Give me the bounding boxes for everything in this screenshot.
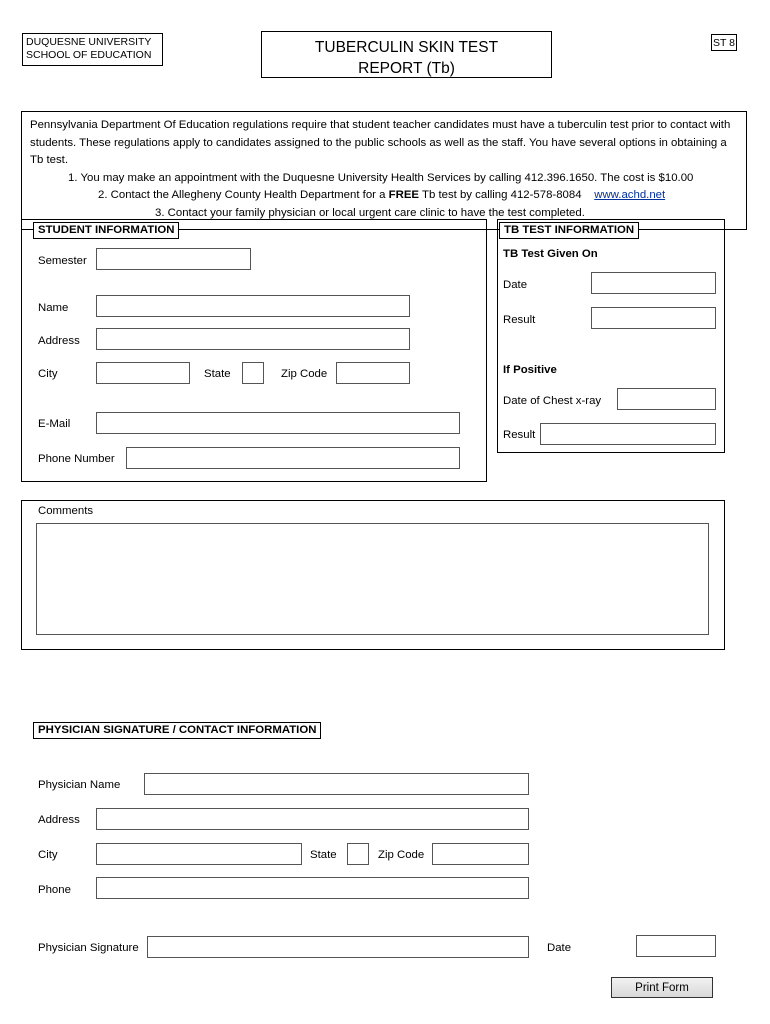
instructions-block xyxy=(21,111,747,230)
physician-state-label: State xyxy=(310,849,337,861)
physician-phone-label: Phone xyxy=(38,884,71,896)
address-input[interactable] xyxy=(96,328,410,350)
option-2-post: Tb test by calling 412-578-8084 xyxy=(419,189,582,201)
name-label: Name xyxy=(38,302,69,314)
physician-name-label: Physician Name xyxy=(38,779,121,791)
xray-date-input[interactable] xyxy=(617,388,716,410)
physician-zip-label: Zip Code xyxy=(378,849,425,861)
instructions-options xyxy=(30,170,738,223)
state-input[interactable] xyxy=(242,362,264,384)
city-input[interactable] xyxy=(96,362,190,384)
state-label: State xyxy=(204,368,231,380)
instructions-paragraph: Pennsylvania Department Of Education regulations require that student teacher candidates must have a tuberculin test prior to contact with students. These regulations apply to candidates assigned to the public schools as well as the staff. You have several options in obtaining a Tb test. xyxy=(30,119,731,166)
email-input[interactable] xyxy=(96,412,460,434)
xray-date-label: Date of Chest x-ray xyxy=(503,395,602,407)
option-2-pre: 2. Contact the Allegheny County Health Department for a xyxy=(98,189,389,201)
instructions-option-3: 3. Contact your family physician or local urgent care clinic to have the test completed. xyxy=(155,206,585,219)
name-input[interactable] xyxy=(96,295,410,317)
semester-input[interactable] xyxy=(96,248,251,270)
physician-phone-input[interactable] xyxy=(96,877,529,899)
physician-address-input[interactable] xyxy=(96,808,529,830)
address-label: Address xyxy=(38,335,80,347)
physician-zip-input[interactable] xyxy=(432,843,529,865)
phone-label: Phone Number xyxy=(38,453,115,465)
city-label: City xyxy=(38,368,58,380)
zip-input[interactable] xyxy=(336,362,410,384)
instructions-option-1: 1. You may make an appointment with the Duquesne University Health Services by calling 412.396.1650. The cost is $10.00 xyxy=(68,171,694,184)
instructions-option-2 xyxy=(30,187,738,205)
physician-city-input[interactable] xyxy=(96,843,302,865)
physician-city-label: City xyxy=(38,849,58,861)
semester-label: Semester xyxy=(38,255,87,267)
comments-label: Comments xyxy=(38,505,94,517)
physician-date-input[interactable] xyxy=(636,935,716,957)
zip-label: Zip Code xyxy=(281,368,328,380)
if-positive-label: If Positive xyxy=(503,364,557,376)
tb-date-label: Date xyxy=(503,279,528,291)
tb-test-information-heading: TB TEST INFORMATION xyxy=(499,222,639,239)
tb-test-given-on-label: TB Test Given On xyxy=(503,248,598,260)
university-identifier xyxy=(22,33,163,66)
student-information-heading: STUDENT INFORMATION xyxy=(33,222,179,239)
comments-textarea[interactable] xyxy=(36,523,709,635)
tb-result-input[interactable] xyxy=(591,307,716,329)
option-2-emphasis: FREE xyxy=(388,189,420,201)
phone-input[interactable] xyxy=(126,447,460,469)
xray-result-label: Result xyxy=(503,429,536,441)
physician-state-input[interactable] xyxy=(347,843,369,865)
physician-signature-input[interactable] xyxy=(147,936,529,958)
xray-result-input[interactable] xyxy=(540,423,716,445)
page-title-line1: TUBERCULIN SKIN TEST xyxy=(314,39,499,56)
tb-result-label: Result xyxy=(503,314,536,326)
school-name: SCHOOL OF EDUCATION xyxy=(26,49,152,61)
student-information-panel xyxy=(21,219,487,482)
form-code-badge: ST 8 xyxy=(711,34,737,51)
tb-date-input[interactable] xyxy=(591,272,716,294)
physician-section-heading: PHYSICIAN SIGNATURE / CONTACT INFORMATION xyxy=(33,722,321,739)
email-label: E-Mail xyxy=(38,418,71,430)
physician-signature-label: Physician Signature xyxy=(38,942,139,954)
achd-link[interactable]: www.achd.net xyxy=(594,189,666,201)
physician-name-input[interactable] xyxy=(144,773,529,795)
physician-address-label: Address xyxy=(38,814,80,826)
page-title-line2: REPORT (Tb) xyxy=(358,60,455,77)
page-title xyxy=(261,31,552,78)
physician-date-label: Date xyxy=(547,942,572,954)
print-form-button[interactable]: Print Form xyxy=(611,977,713,998)
university-name: DUQUESNE UNIVERSITY xyxy=(26,36,152,48)
